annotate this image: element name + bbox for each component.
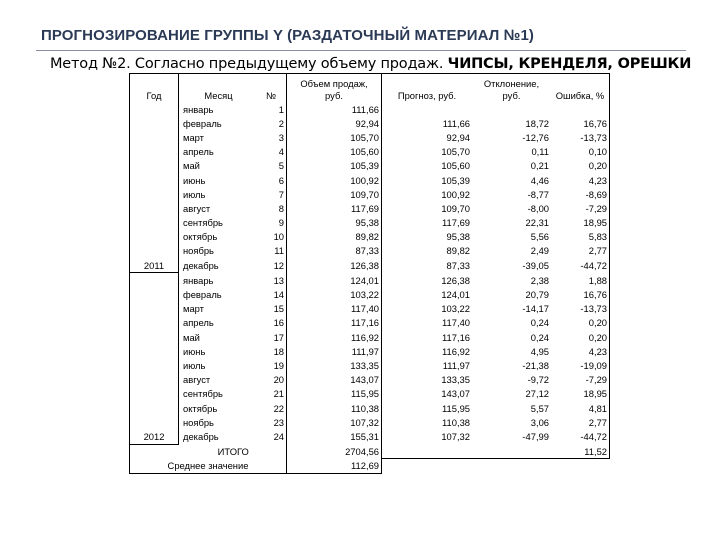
cell-forecast: 100,92 [441,188,470,200]
cell-month: апрель [183,317,214,329]
cell-error: -19,09 [551,358,610,372]
table-row [130,145,610,159]
cell-volume: 105,39 [287,159,382,173]
cell-forecast: 95,38 [446,231,470,243]
average-label: Среднее значение [130,459,287,474]
cell-year [130,401,179,415]
cell-forecast: 115,95 [442,402,470,414]
cell-num: 3 [278,131,284,143]
cell-forecast: 143,07 [441,388,470,400]
cell-deviation: -8,77 [527,188,549,200]
cell-num: 4 [278,146,284,158]
cell-num: 18 [273,345,284,357]
header-deviation-line1: Отклонение, [483,78,540,89]
cell-error [551,102,610,116]
cell-error: 0,10 [551,145,610,159]
slide-subtitle [50,56,691,72]
cell-year [130,373,179,387]
cell-num: 23 [273,416,284,428]
cell-volume: 109,70 [287,187,382,201]
cell-month: ноябрь [183,416,214,428]
cell-deviation: -14,17 [522,303,549,315]
cell-forecast: 117,16 [442,331,470,343]
cell-error: -7,29 [551,201,610,215]
cell-year [130,387,179,401]
cell-deviation: 2,38 [530,274,549,286]
cell-month: февраль [183,289,222,301]
cell-month: декабрь [183,259,219,271]
cell-month: август [183,374,211,386]
cell-month: октябрь [183,231,218,243]
cell-deviation: 0,21 [530,160,549,172]
cell-volume: 143,07 [287,373,382,387]
cell-num: 9 [278,217,284,229]
table-row [130,258,610,273]
table-row [130,373,610,387]
table-row [130,216,610,230]
cell-error: -7,29 [551,373,610,387]
cell-num: 19 [273,359,284,371]
header-volume-line1: Объем продаж, [300,78,368,89]
cell-forecast: 124,01 [441,289,470,301]
table-row [130,273,610,288]
cell-month: июнь [183,174,206,186]
cell-year [130,330,179,344]
cell-error: 2,77 [551,244,610,258]
cell-volume: 124,01 [287,273,382,288]
cell-deviation: -9,72 [527,374,549,386]
cell-error: 16,76 [551,116,610,130]
cell-error: 2,77 [551,415,610,429]
cell-forecast: 111,66 [442,117,470,129]
cell-year [130,216,179,230]
cell-volume: 116,92 [287,330,382,344]
cell-deviation: 4,95 [530,345,549,357]
total-row [130,444,610,459]
cell-forecast: 87,33 [446,259,470,271]
header-error: Ошибка, % [551,74,610,103]
cell-volume: 89,82 [287,230,382,244]
table-row [130,173,610,187]
table-row [130,116,610,130]
cell-year: 2012 [130,429,179,444]
table-row [130,102,610,116]
cell-month: май [183,160,200,172]
cell-blank [130,444,179,459]
cell-error: 0,20 [551,330,610,344]
cell-volume: 155,31 [287,429,382,444]
cell-error: 0,20 [551,159,610,173]
subtitle-bold: ЧИПСЫ, КРЕНДЕЛЯ, ОРЕШКИ [447,56,692,72]
cell-month: январь [183,274,214,286]
cell-year [130,273,179,288]
cell-num: 20 [273,374,284,386]
average-volume: 112,69 [287,459,382,474]
cell-num: 7 [278,188,284,200]
cell-volume: 111,97 [287,344,382,358]
cell-month: февраль [183,117,222,129]
cell-forecast: 92,94 [446,131,470,143]
table-row [130,387,610,401]
cell-volume: 117,69 [287,201,382,215]
cell-deviation: -8,00 [527,202,549,214]
cell-error: 4,81 [551,401,610,415]
cell-year [130,116,179,130]
cell-deviation: 5,56 [530,231,549,243]
table-header-row [130,74,610,103]
cell-forecast: 116,92 [442,345,470,357]
cell-year [130,201,179,215]
table-row [130,344,610,358]
cell-volume: 105,70 [287,130,382,144]
cell-year [130,316,179,330]
cell-error: 18,95 [551,387,610,401]
header-volume-line2: руб. [325,90,343,101]
cell-month: август [183,202,211,214]
cell-num: 1 [278,103,284,115]
cell-year [130,145,179,159]
cell-forecast: 110,38 [442,416,470,428]
table-row [130,201,610,215]
cell-deviation: 0,24 [530,317,549,329]
cell-num: 21 [273,388,284,400]
cell-error: 18,95 [551,216,610,230]
cell-month: июль [183,359,206,371]
table-body [130,102,610,473]
cell-year [130,358,179,372]
cell-error: 4,23 [551,173,610,187]
table-row [130,230,610,244]
cell-deviation: 20,79 [525,289,549,301]
cell-num: 8 [278,202,284,214]
header-deviation-line2: руб. [502,90,521,101]
cell-year [130,287,179,301]
cell-num: 2 [278,117,284,129]
cell-forecast: 117,69 [442,217,470,229]
cell-deviation: -47,99 [522,431,549,443]
cell-forecast: 117,40 [442,317,470,329]
cell-deviation: 22,31 [525,217,549,229]
cell-year: 2011 [130,258,179,273]
cell-deviation: -21,38 [522,359,549,371]
cell-error: -44,72 [551,258,610,273]
table-row [130,187,610,201]
cell-deviation: 18,72 [525,117,549,129]
cell-num: 17 [273,331,284,343]
cell-num: 24 [273,431,284,443]
cell-month: сентябрь [183,217,223,229]
header-volume [287,74,382,103]
cell-error: 4,23 [551,344,610,358]
cell-error: 0,20 [551,316,610,330]
cell-forecast: 105,39 [441,174,470,186]
header-num: № [256,74,287,103]
cell-forecast: 105,60 [441,160,470,172]
cell-year [130,344,179,358]
forecast-table [129,73,610,474]
total-volume: 2704,56 [287,444,382,459]
cell-deviation: 0,24 [530,331,549,343]
cell-year [130,244,179,258]
title-divider [36,50,686,51]
cell-num: 13 [273,274,284,286]
cell-num: 16 [273,317,284,329]
table-row [130,429,610,444]
cell-month: сентябрь [183,388,223,400]
cell-volume: 105,60 [287,145,382,159]
cell-volume: 95,38 [287,216,382,230]
header-year: Год [130,74,179,103]
cell-volume: 87,33 [287,244,382,258]
table-row [130,415,610,429]
average-row [130,459,610,474]
cell-error: 5,83 [551,230,610,244]
cell-month: январь [183,103,214,115]
cell-year [130,302,179,316]
cell-year [130,230,179,244]
cell-num: 15 [273,303,284,315]
cell-year [130,415,179,429]
cell-error: -44,72 [551,429,610,444]
cell-month: декабрь [183,431,219,443]
table-row [130,159,610,173]
cell-volume: 107,32 [287,415,382,429]
cell-month: март [183,303,204,315]
cell-month: октябрь [183,402,218,414]
cell-forecast: 126,38 [441,274,470,286]
cell-error: -8,69 [551,187,610,201]
cell-num: 10 [273,231,284,243]
cell-year [130,102,179,116]
slide-title: ПРОГНОЗИРОВАНИЕ ГРУППЫ Y (РАЗДАТОЧНЫЙ МАТЕРИАЛ №1) [41,27,535,44]
table-row [130,358,610,372]
table-row [130,401,610,415]
cell-month: апрель [183,146,214,158]
cell-error: 1,88 [551,273,610,288]
cell-forecast: 103,22 [441,303,470,315]
cell-month: март [183,131,204,143]
cell-blank [382,444,473,459]
cell-volume: 126,38 [287,258,382,273]
cell-month: ноябрь [183,245,214,257]
table-row [130,244,610,258]
header-forecast: Прогноз, руб. [382,74,473,103]
total-label: ИТОГО [217,445,249,457]
cell-forecast: 111,97 [442,359,470,371]
cell-forecast: 105,70 [441,146,470,158]
cell-forecast: 89,82 [446,245,470,257]
cell-num: 6 [278,174,284,186]
table-row [130,302,610,316]
cell-month: июль [183,188,206,200]
cell-volume: 133,35 [287,358,382,372]
cell-deviation: -12,76 [522,131,549,143]
cell-num: 12 [273,259,284,271]
cell-deviation: 4,46 [530,174,549,186]
cell-error: -13,73 [551,130,610,144]
cell-num: 22 [273,402,284,414]
cell-volume: 103,22 [287,287,382,301]
cell-blank [472,444,551,459]
total-error: 11,52 [551,444,610,459]
cell-forecast: 133,35 [441,374,470,386]
cell-month: июнь [183,345,206,357]
cell-deviation: 5,57 [530,402,549,414]
table-row [130,316,610,330]
cell-deviation [472,102,551,116]
cell-deviation: 27,12 [525,388,549,400]
table-row [130,330,610,344]
cell-deviation: 2,49 [530,245,549,257]
header-month: Месяц [179,74,257,103]
cell-deviation: 0,11 [531,146,549,158]
cell-year [130,173,179,187]
cell-year [130,187,179,201]
cell-deviation: -39,05 [522,259,549,271]
cell-forecast: 107,32 [441,431,470,443]
cell-volume: 111,66 [287,102,382,116]
cell-volume: 115,95 [287,387,382,401]
cell-month: май [183,331,200,343]
cell-deviation: 3,06 [530,416,549,428]
subtitle-prefix: Метод №2. Согласно предыдущему объему продаж. [50,56,448,72]
cell-volume: 117,40 [287,302,382,316]
cell-volume: 100,92 [287,173,382,187]
cell-error: -13,73 [551,302,610,316]
cell-year [130,159,179,173]
cell-volume: 117,16 [287,316,382,330]
table-row [130,287,610,301]
cell-error: 16,76 [551,287,610,301]
header-deviation [472,74,551,103]
cell-year [130,130,179,144]
cell-num: 14 [273,289,284,301]
cell-forecast [382,102,473,116]
cell-volume: 110,38 [287,401,382,415]
cell-forecast: 109,70 [441,202,470,214]
cell-volume: 92,94 [287,116,382,130]
cell-num: 5 [278,160,284,172]
table-row [130,130,610,144]
cell-num: 11 [274,245,284,257]
